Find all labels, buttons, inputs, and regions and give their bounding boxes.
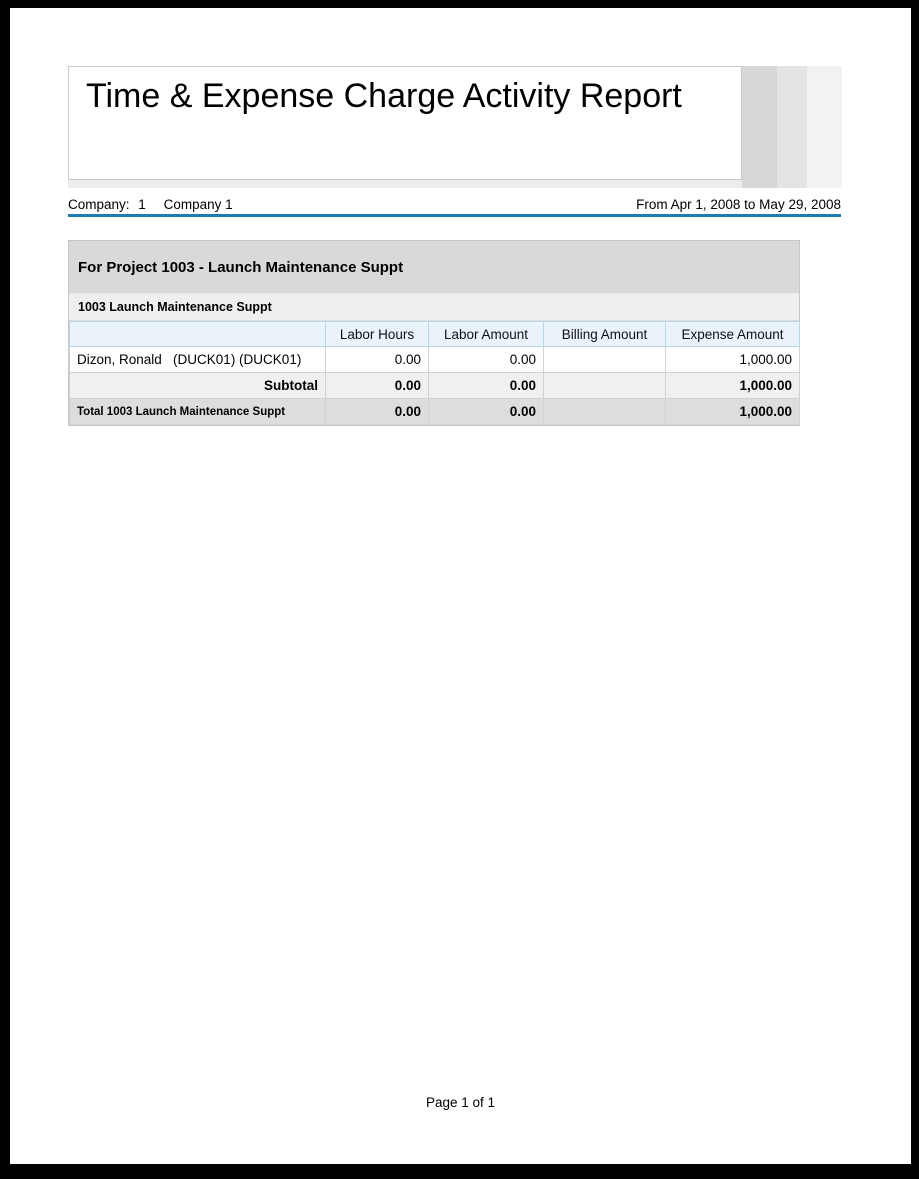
subtotal-expense-amount: 1,000.00 — [666, 373, 800, 399]
page-footer: Page 1 of 1 — [425, 1095, 496, 1110]
report-table-block — [68, 240, 800, 426]
meta-row — [68, 194, 841, 214]
column-header-blank — [70, 322, 326, 347]
total-expense-amount: 1,000.00 — [666, 399, 800, 425]
column-header-row — [70, 322, 800, 347]
labor-hours-cell: 0.00 — [326, 347, 429, 373]
column-header-billing-amount: Billing Amount — [544, 322, 666, 347]
project-header-band: For Project 1003 - Launch Maintenance Suppt — [69, 241, 799, 294]
subtotal-labor-amount: 0.00 — [429, 373, 544, 399]
total-label: Total 1003 Launch Maintenance Suppt — [70, 399, 326, 425]
column-header-expense-amount: Expense Amount — [666, 322, 800, 347]
column-header-labor-amount: Labor Amount — [429, 322, 544, 347]
total-row — [70, 399, 800, 425]
subtotal-billing-amount — [544, 373, 666, 399]
expense-amount-cell: 1,000.00 — [666, 347, 800, 373]
total-billing-amount — [544, 399, 666, 425]
column-header-labor-hours: Labor Hours — [326, 322, 429, 347]
header-divider-rule — [68, 214, 841, 217]
company-line — [68, 197, 233, 212]
company-name: Company 1 — [163, 196, 233, 212]
subtotal-row — [70, 373, 800, 399]
employee-name-cell: Dizon, Ronald (DUCK01) (DUCK01) — [70, 347, 326, 373]
report-title: Time & Expense Charge Activity Report — [86, 77, 682, 115]
table-row — [70, 347, 800, 373]
charge-activity-table — [69, 321, 800, 425]
project-subheader-band: 1003 Launch Maintenance Suppt — [69, 294, 799, 321]
total-labor-amount: 0.00 — [429, 399, 544, 425]
subtotal-label: Subtotal — [70, 373, 326, 399]
company-label: Company: — [68, 196, 130, 212]
total-labor-hours: 0.00 — [326, 399, 429, 425]
subtotal-labor-hours: 0.00 — [326, 373, 429, 399]
company-number: 1 — [138, 196, 146, 212]
title-banner — [68, 66, 842, 188]
billing-amount-cell — [544, 347, 666, 373]
date-range: From Apr 1, 2008 to May 29, 2008 — [636, 196, 841, 212]
labor-amount-cell: 0.00 — [429, 347, 544, 373]
report-page — [10, 8, 911, 1164]
title-box — [68, 66, 742, 180]
